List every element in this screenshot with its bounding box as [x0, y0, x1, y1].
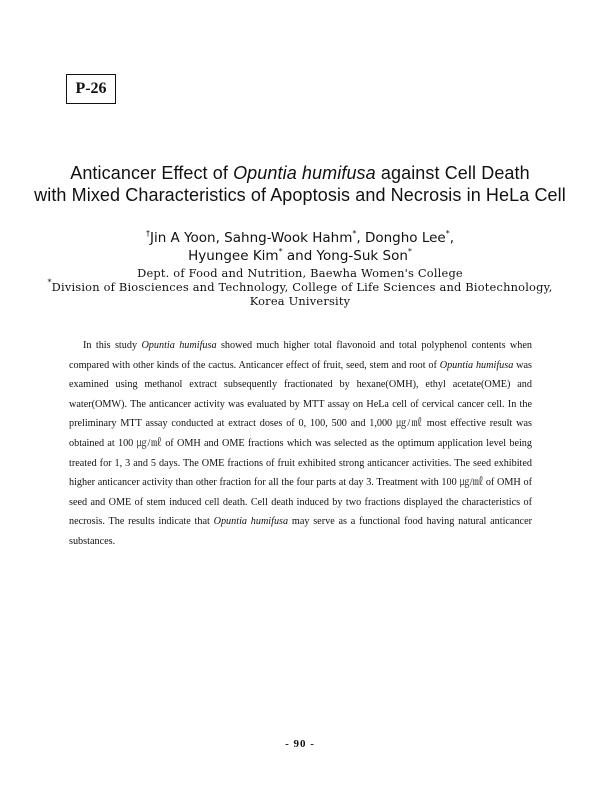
affil-mark-1: * — [352, 229, 357, 238]
abstract-body — [69, 336, 532, 552]
species-name: Opuntia humifusa — [439, 359, 514, 371]
title-post: against Cell Death — [375, 163, 530, 183]
species-name: Opuntia humifusa — [213, 516, 289, 528]
abstract-part-1: In this study — [83, 340, 142, 351]
affiliation-3: Korea University — [249, 294, 351, 308]
abstract-part-2: showed much higher total flavonoid and total polyphenol contents when compared with other kinds of the cactus. Anticancer effect of fruit, seed, stem and root of — [69, 340, 532, 371]
affiliation-2-text: Division of Biosciences and Technology, College of Life Sciences and Biotechnology, — [51, 280, 553, 294]
page-number: - 90 - — [285, 738, 315, 750]
poster-code-box — [66, 74, 116, 104]
affiliation-1: Dept. of Food and Nutrition, Baewha Women's College — [137, 266, 463, 280]
title-line-1 — [20, 163, 580, 184]
abstract-part-3: was examined using methanol extract subsequently fractionated by hexane(OMH), ethyl acetate(OME) and water(OMW). The anticancer activity was evaluated by MTT assay on HeLa cell of cervical cancer cell. In the preliminary MTT assay conducted at extract doses of 0, 100, 500 and 1,000 ㎍/㎖ most effective result was obtained at 100 ㎍/㎖ of OMH and OME fractions which was selected as the optimum application level being treated for 1, 3 and 5 days. The OME fractions of fruit exhibited strong anticancer activities. The seed exhibited higher anticancer activity than other fraction for all the four parts at day 3. Treatment with 100 ㎍/㎖ of OMH of seed and OME of stem induced cell death. Cell death induced by two fractions displayed the characteristics of necrosis. The results indicate that — [69, 359, 533, 528]
author-comma: , — [449, 230, 455, 246]
title-line-2: with Mixed Characteristics of Apoptosis and Necrosis in HeLa Cell — [34, 185, 566, 205]
poster-code: P-26 — [75, 80, 107, 97]
affiliation-2 — [20, 280, 580, 294]
dagger-mark: † — [145, 229, 150, 238]
affil-mark-3: * — [278, 247, 283, 256]
affil-mark-4: * — [407, 247, 412, 256]
title-species: Opuntia humifusa — [233, 163, 376, 183]
authors-line-1 — [20, 230, 580, 246]
author-group-3: Hyungee Kim — [188, 248, 279, 264]
author-group-1: Jin A Yoon, Sahng-Wook Hahm — [149, 230, 353, 246]
abstract-part-4: may serve as a functional food having natural anticancer substances. — [69, 516, 532, 547]
affil-marker: * — [47, 278, 52, 287]
affil-mark-2: * — [445, 229, 450, 238]
species-name: Opuntia humifusa — [141, 340, 217, 351]
title-pre: Anticancer Effect of — [70, 163, 234, 183]
author-group-2: , Dongho Lee — [356, 230, 446, 246]
authors-line-2 — [20, 248, 580, 264]
author-group-4: and Yong-Suk Son — [282, 248, 408, 264]
